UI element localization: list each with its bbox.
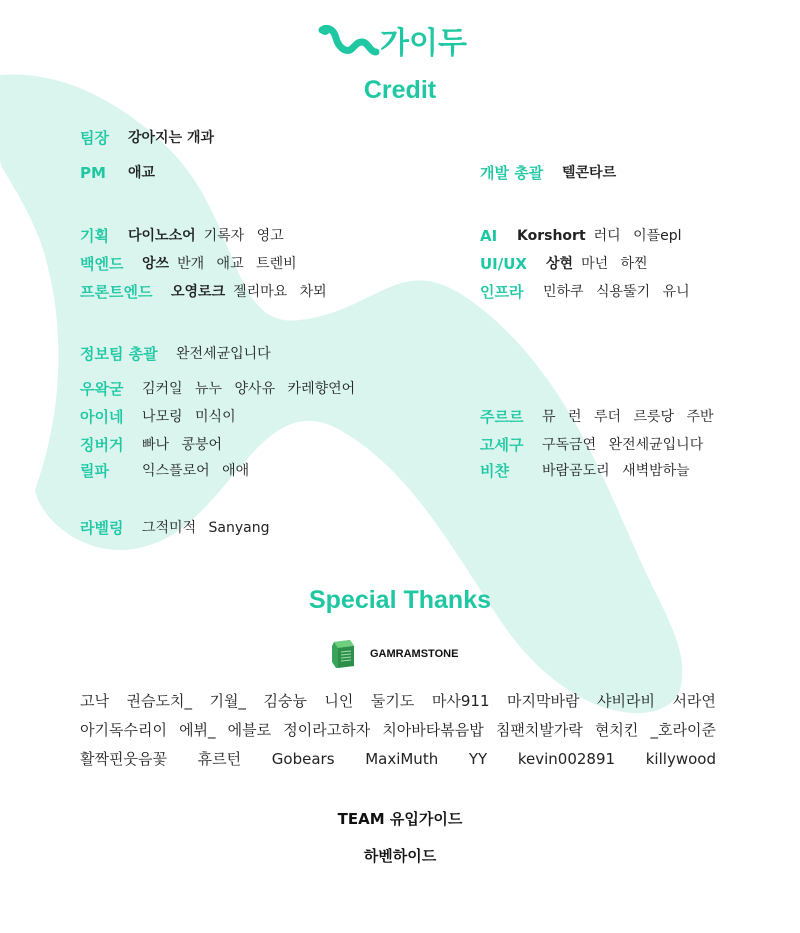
credit-names: 러디 이플epl [593,228,682,244]
thanks-name: YY [468,750,488,768]
thanks-name: killywood [645,750,716,768]
credit-names: 나모링 미식이 [142,409,236,425]
credit-label: 개발 총괄 [480,164,544,182]
thanks-name: 샤비라비 [596,692,655,710]
thanks-row [80,718,716,742]
credit-row-jingburger [80,434,440,456]
credit-row-uiux [480,253,760,275]
thanks-name: 니인 [324,692,354,710]
credit-row-infra [480,281,760,303]
thanks-name: 정이라고하자 [283,721,371,739]
credit-label: 인프라 [480,283,524,301]
credit-lead-name: Korshort [517,228,586,244]
credit-label: 팀장 [80,129,109,147]
thanks-name: 기월_ [209,692,246,710]
credit-row-frontend [80,281,440,303]
credit-label: 주르르 [480,408,524,426]
credit-row-labeling [80,517,440,539]
credit-lead-name: 다이노소어 [128,228,196,244]
credit-label: 우왁굳 [80,380,124,398]
team-name: TEAM 유입가이드 [337,810,463,828]
credit-lead-name: 앙쓰 [142,256,170,272]
thanks-name: 둘기도 [370,692,415,710]
credit-row-backend [80,253,440,275]
credit-lead-name: 오영로크 [171,284,226,300]
credit-label: 릴파 [80,462,109,480]
thanks-name: 현치킨 [594,721,639,739]
credit-label: 기획 [80,227,109,245]
credit-names: 민하쿠 식용뚤기 유니 [543,284,690,300]
credit-row-jururu [480,406,760,428]
logo-text: 가이두 [380,26,467,61]
thanks-name: 서라연 [672,692,716,710]
team-subname: 하벤하이드 [363,847,437,865]
credit-row-team-lead [80,127,380,149]
thanks-row [80,689,716,713]
credit-label: 백엔드 [80,255,124,273]
credit-label: 아이네 [80,408,124,426]
credit-lead-name: 상현 [546,256,574,272]
credit-label: 라벨링 [80,519,124,537]
credit-row-info-lead [80,343,440,365]
thanks-name: Gobears [271,750,335,768]
credit-row-ine [80,406,440,428]
credit-label: 비챤 [480,462,509,480]
thanks-name: 치아바타볶음밥 [382,721,484,739]
credit-names: 익스플로어 애애 [142,463,250,479]
thanks-name: 김숭늉 [263,692,307,710]
gamramstone-icon [330,638,356,670]
credit-names: 마넌 하찐 [581,256,648,272]
credit-names: 바람곰도리 새벽밤하늘 [542,463,690,479]
credit-names: 빠나 콩붕어 [142,437,223,453]
credit-title: Credit [363,76,437,104]
credit-label: PM [80,164,106,182]
credit-row-planning [80,225,440,247]
credit-names: 구독금연 완전세균입니다 [542,437,704,453]
thanks-name: _호라이준 [650,721,716,739]
thanks-name: 활짝핀웃음꽃 [80,750,167,768]
thanks-name: 고낙 [80,692,109,710]
credit-label: 징버거 [80,436,124,454]
credit-names: 뮤 런 루더 르릇당 주반 [542,409,714,425]
credit-names: 그적미적 Sanyang [142,520,270,536]
credit-names: 젤리마요 차뫼 [233,284,327,300]
thanks-name: 권슴도치_ [126,692,192,710]
credit-name: 텔콘타르 [562,165,617,181]
credit-names: 기록자 영고 [203,228,284,244]
credit-name: 강아지는 개과 [128,130,215,146]
guidu-logo [318,20,486,62]
credit-row-lilpa [80,460,440,482]
credit-row-gosegu [480,434,780,456]
credit-row-ai [480,225,760,247]
credit-label: 고세구 [480,436,524,454]
thanks-name: 에뷔_ [179,721,216,739]
credit-row-dev-lead [480,162,740,184]
thanks-name: 마지막바람 [507,692,580,710]
credit-label: 정보팀 총괄 [80,345,158,363]
credit-label: AI [480,227,498,245]
thanks-name: 아기독수리이 [80,721,167,739]
credit-row-pm [80,162,380,184]
thanks-name: 휴르턴 [197,750,242,768]
credit-names: 반개 애교 트렌비 [177,256,297,272]
sponsor-name: GAMRAMSTONE [370,648,459,660]
thanks-name: 마사911 [431,692,490,710]
thanks-name: 침팬치발가락 [495,721,583,739]
thanks-row [80,747,716,771]
thanks-name: 에블로 [227,721,272,739]
thanks-name: kevin002891 [517,750,616,768]
credit-label: 프론트엔드 [80,283,153,301]
special-thanks-title: Special Thanks [308,586,492,614]
credit-names: 김커일 뉴누 양사유 카레향연어 [142,381,356,397]
sponsor-gamramstone [330,638,458,670]
credit-row-viichan [480,460,760,482]
thanks-name: MaxiMuth [365,750,439,768]
credit-label: UI/UX [480,255,527,273]
credit-names: 완전세균입니다 [176,346,271,362]
credit-row-uwakgood [80,378,460,400]
credit-name: 애교 [128,165,156,181]
